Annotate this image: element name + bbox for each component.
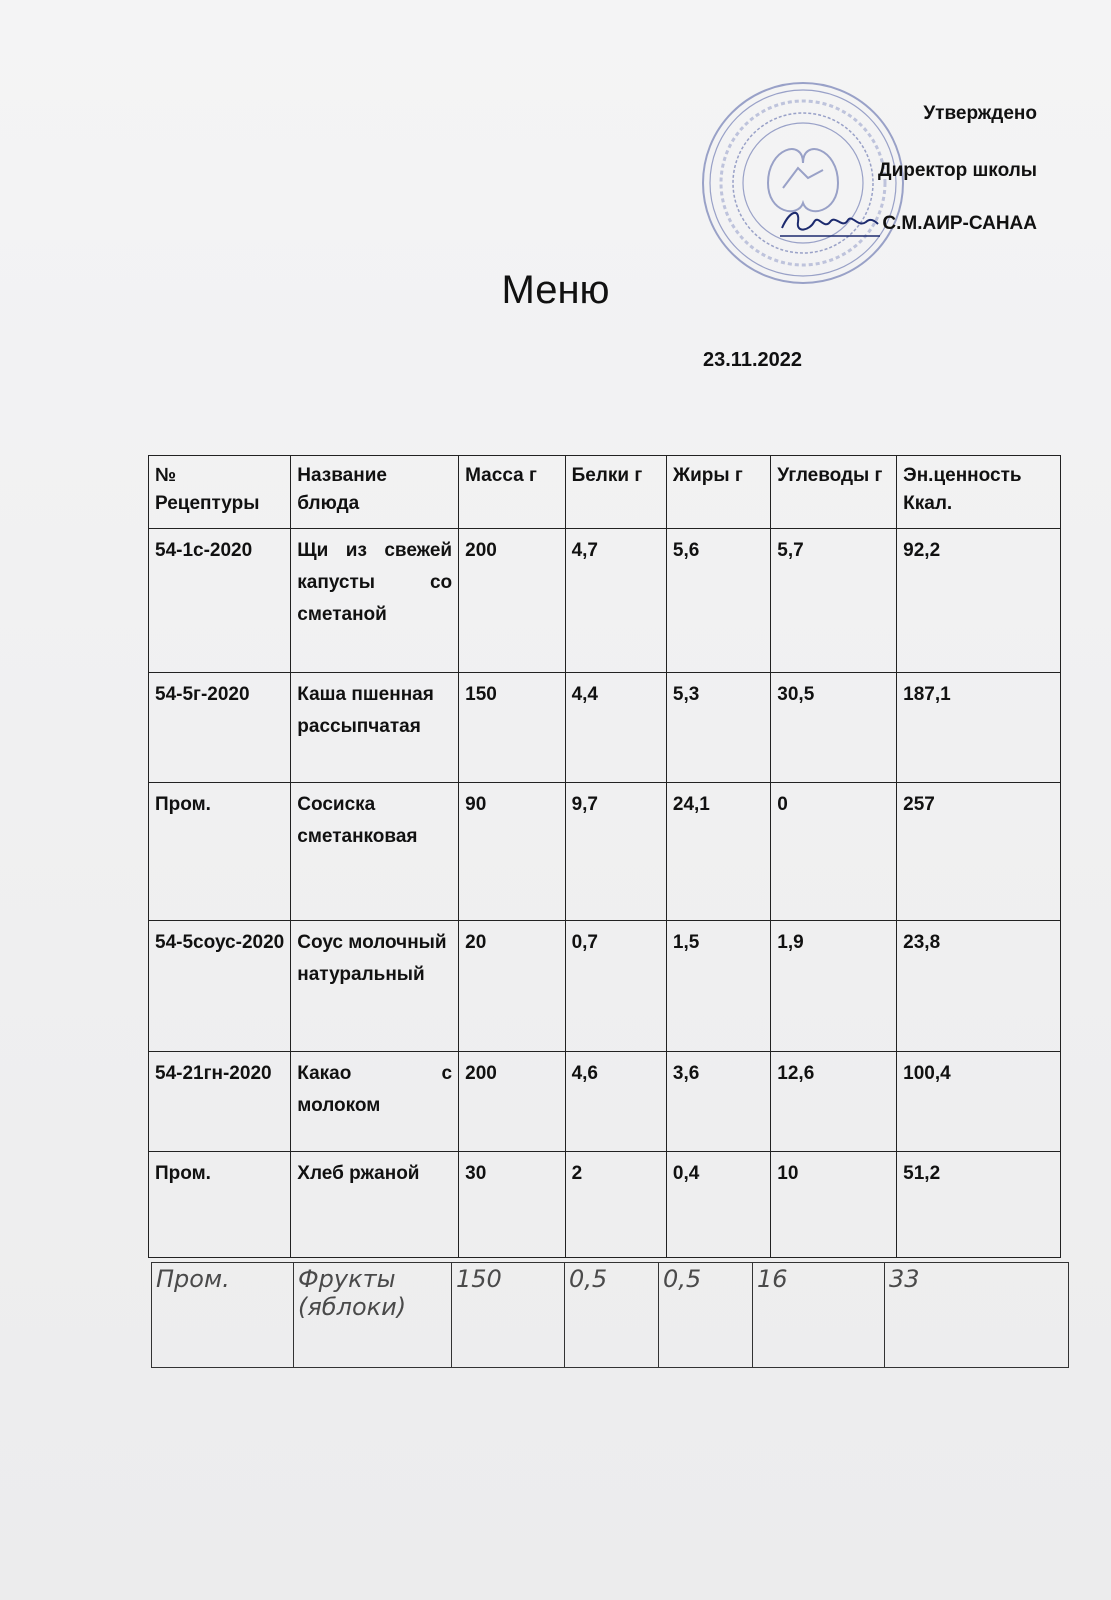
cell-proteins: 0,7 xyxy=(565,921,666,1052)
handwritten-row-table xyxy=(151,1262,1069,1368)
cell-dish: Хлеб ржаной xyxy=(291,1152,459,1258)
cell-mass: 30 xyxy=(459,1152,565,1258)
header-proteins: Белки г xyxy=(565,456,666,529)
table-row xyxy=(149,529,1061,673)
header-fats: Жиры г xyxy=(666,456,770,529)
cell-energy: 100,4 xyxy=(897,1052,1061,1152)
cell-recipe: Пром. xyxy=(149,783,291,921)
cell-carbs: 5,7 xyxy=(771,529,897,673)
cell-energy: 92,2 xyxy=(897,529,1061,673)
cell-proteins: 2 xyxy=(565,1152,666,1258)
director-signature xyxy=(780,200,880,240)
cell-fats: 5,6 xyxy=(666,529,770,673)
cell-proteins: 9,7 xyxy=(565,783,666,921)
menu-table xyxy=(148,455,1061,1258)
cell-fats: 1,5 xyxy=(666,921,770,1052)
cell-energy: 23,8 xyxy=(897,921,1061,1052)
table-row-handwritten xyxy=(152,1263,1069,1368)
hw-cell-dish: Фрукты (яблоки) xyxy=(294,1263,452,1368)
cell-recipe: Пром. xyxy=(149,1152,291,1258)
cell-recipe: 54-5г-2020 xyxy=(149,673,291,783)
cell-carbs: 0 xyxy=(771,783,897,921)
cell-dish: Каша пшенная рассыпчатая xyxy=(291,673,459,783)
cell-energy: 187,1 xyxy=(897,673,1061,783)
hw-cell-mass: 150 xyxy=(452,1263,565,1368)
approval-name: С.М.АИР-САНАА xyxy=(882,213,1037,234)
cell-mass: 150 xyxy=(459,673,565,783)
page-title: Меню xyxy=(501,268,610,312)
header-mass: Масса г xyxy=(459,456,565,529)
cell-carbs: 12,6 xyxy=(771,1052,897,1152)
cell-proteins: 4,7 xyxy=(565,529,666,673)
table-row xyxy=(149,783,1061,921)
header-energy: Эн.ценность Ккал. xyxy=(897,456,1061,529)
cell-fats: 24,1 xyxy=(666,783,770,921)
cell-carbs: 30,5 xyxy=(771,673,897,783)
cell-proteins: 4,4 xyxy=(565,673,666,783)
cell-fats: 3,6 xyxy=(666,1052,770,1152)
cell-dish: Соус молочный натуральный xyxy=(291,921,459,1052)
table-row xyxy=(149,673,1061,783)
table-header-row xyxy=(149,456,1061,529)
cell-recipe: 54-1с-2020 xyxy=(149,529,291,673)
approval-title: Утверждено xyxy=(923,103,1037,124)
approval-position: Директор школы xyxy=(878,160,1037,181)
cell-recipe: 54-5соус-2020 xyxy=(149,921,291,1052)
cell-dish: Какао с молоком xyxy=(291,1052,459,1152)
hw-cell-recipe: Пром. xyxy=(152,1263,294,1368)
menu-date: 23.11.2022 xyxy=(703,349,802,371)
hw-cell-energy: 33 xyxy=(885,1263,1069,1368)
cell-mass: 200 xyxy=(459,1052,565,1152)
cell-recipe: 54-21гн-2020 xyxy=(149,1052,291,1152)
table-row xyxy=(149,1152,1061,1258)
cell-fats: 5,3 xyxy=(666,673,770,783)
cell-fats: 0,4 xyxy=(666,1152,770,1258)
cell-dish: Сосиска сметанковая xyxy=(291,783,459,921)
header-recipe-number: № Рецептуры xyxy=(149,456,291,529)
header-carbs: Углеводы г xyxy=(771,456,897,529)
cell-carbs: 1,9 xyxy=(771,921,897,1052)
table-row xyxy=(149,1052,1061,1152)
hw-cell-fats: 0,5 xyxy=(659,1263,753,1368)
hw-cell-proteins: 0,5 xyxy=(565,1263,659,1368)
school-round-stamp xyxy=(698,78,908,288)
hw-cell-carbs: 16 xyxy=(753,1263,885,1368)
cell-proteins: 4,6 xyxy=(565,1052,666,1152)
cell-dish: Щи из свежей капусты со сметаной xyxy=(291,529,459,673)
cell-energy: 51,2 xyxy=(897,1152,1061,1258)
header-dish-name: Название блюда xyxy=(291,456,459,529)
cell-mass: 90 xyxy=(459,783,565,921)
cell-mass: 20 xyxy=(459,921,565,1052)
cell-carbs: 10 xyxy=(771,1152,897,1258)
table-row xyxy=(149,921,1061,1052)
cell-mass: 200 xyxy=(459,529,565,673)
cell-energy: 257 xyxy=(897,783,1061,921)
